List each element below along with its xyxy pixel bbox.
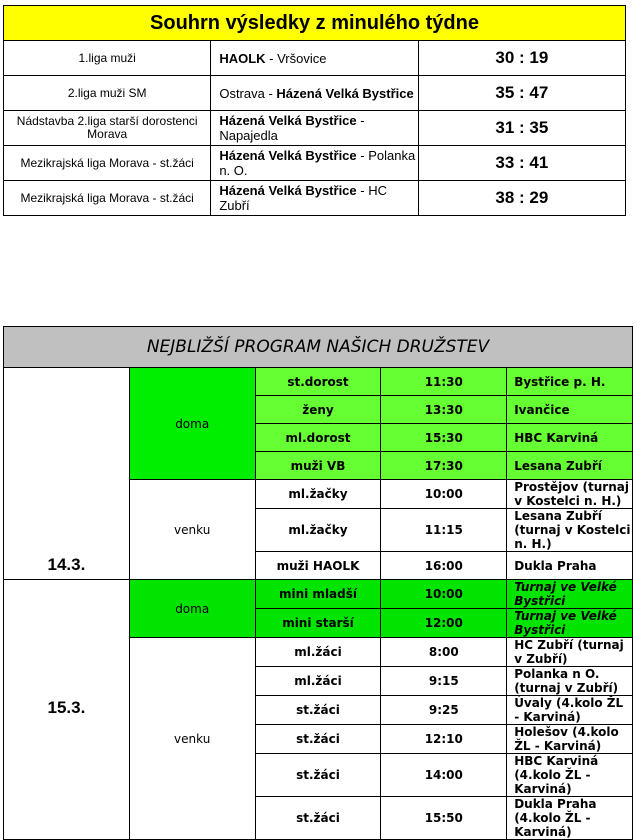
time-cell: 10:00 <box>381 480 507 509</box>
time-cell: 8:00 <box>381 638 507 667</box>
venue-cell: doma <box>129 368 255 480</box>
score-cell: 31 : 35 <box>418 111 625 146</box>
time-cell: 11:30 <box>381 368 507 396</box>
match-separator: - <box>264 85 277 101</box>
opponent-cell: Lesana Zubří <box>507 452 633 480</box>
opponent-cell: Bystřice p. H. <box>507 368 633 396</box>
opponent-cell: Lesana Zubří (turnaj v Kostelci n. H.) <box>507 509 633 552</box>
time-cell: 14:00 <box>381 754 507 797</box>
result-row <box>4 181 626 216</box>
team-cell: ml.žačky <box>255 480 381 509</box>
opponent-cell: Dukla Praha <box>507 552 633 580</box>
home-team: Házená Velká Bystřice <box>219 113 357 128</box>
team-cell: st.žáci <box>255 696 381 725</box>
opponent-cell: Dukla Praha (4.kolo ŽL - Karviná) <box>507 797 633 840</box>
home-team: Házená Velká Bystřice <box>219 183 357 198</box>
match-cell <box>211 146 418 181</box>
away-team: Polanka n. O. <box>219 148 416 178</box>
team-cell: mini mladší <box>255 580 381 609</box>
match-separator: - <box>356 183 369 198</box>
league-cell: Mezikrajská liga Morava - st.žáci <box>4 146 211 181</box>
time-cell: 13:30 <box>381 396 507 424</box>
venue-cell: venku <box>129 480 255 580</box>
opponent-cell: Polanka n O. (turnaj v Zubří) <box>507 667 633 696</box>
opponent-cell: HC Zubří (turnaj v Zubří) <box>507 638 633 667</box>
team-cell: ml.dorost <box>255 424 381 452</box>
team-cell: st.žáci <box>255 797 381 840</box>
opponent-cell: Ivančice <box>507 396 633 424</box>
results-table <box>3 5 626 216</box>
venue-cell: venku <box>129 638 255 840</box>
time-cell: 15:50 <box>381 797 507 840</box>
opponent-cell: HBC Karviná (4.kolo ŽL - Karviná) <box>507 754 633 797</box>
opponent-cell: Turnaj ve Velké Bystřici <box>507 580 633 609</box>
time-cell: 9:25 <box>381 696 507 725</box>
team-cell: ml.žáci <box>255 638 381 667</box>
team-cell: ml.žačky <box>255 509 381 552</box>
away-team: Napajedla <box>219 128 278 143</box>
team-cell: st.žáci <box>255 754 381 797</box>
away-team: HC Zubří <box>219 183 387 213</box>
result-row <box>4 76 626 111</box>
home-team: Házená Velká Bystřice <box>219 148 357 163</box>
program-table <box>3 326 633 840</box>
league-cell: 1.liga muži <box>4 41 211 76</box>
date-cell: 15.3. <box>4 580 130 840</box>
date-cell: 14.3. <box>4 368 130 580</box>
result-row <box>4 41 626 76</box>
team-cell: ženy <box>255 396 381 424</box>
schedule-row <box>4 368 633 396</box>
home-team: HAOLK <box>219 50 266 66</box>
league-cell: 2.liga muži SM <box>4 76 211 111</box>
score-cell: 38 : 29 <box>418 181 625 216</box>
result-row <box>4 146 626 181</box>
opponent-cell: Turnaj ve Velké Bystřici <box>507 609 633 638</box>
away-team: Vršovice <box>277 50 327 66</box>
opponent-cell: Holešov (4.kolo ŽL - Karviná) <box>507 725 633 754</box>
home-team: Ostrava <box>219 85 265 101</box>
match-cell <box>211 181 418 216</box>
team-cell: muži HAOLK <box>255 552 381 580</box>
opponent-cell: HBC Karviná <box>507 424 633 452</box>
time-cell: 11:15 <box>381 509 507 552</box>
match-cell <box>211 111 418 146</box>
opponent-cell: Prostějov (turnaj v Kostelci n. H.) <box>507 480 633 509</box>
league-cell: Mezikrajská liga Morava - st.žáci <box>4 181 211 216</box>
away-team: Házená Velká Bystřice <box>276 85 414 101</box>
match-separator: - <box>356 148 369 163</box>
time-cell: 12:10 <box>381 725 507 754</box>
time-cell: 12:00 <box>381 609 507 638</box>
team-cell: st.žáci <box>255 725 381 754</box>
team-cell: ml.žáci <box>255 667 381 696</box>
schedule-row <box>4 580 633 609</box>
score-cell: 33 : 41 <box>418 146 625 181</box>
time-cell: 17:30 <box>381 452 507 480</box>
time-cell: 15:30 <box>381 424 507 452</box>
opponent-cell: Úvaly (4.kolo ŽL - Karviná) <box>507 696 633 725</box>
time-cell: 16:00 <box>381 552 507 580</box>
result-row <box>4 111 626 146</box>
team-cell: muži VB <box>255 452 381 480</box>
match-cell <box>211 41 418 76</box>
program-title: NEJBLIŽŠÍ PROGRAM NAŠICH DRUŽSTEV <box>4 327 633 368</box>
team-cell: st.dorost <box>255 368 381 396</box>
match-cell <box>211 76 418 111</box>
team-cell: mini starší <box>255 609 381 638</box>
results-title: Souhrn výsledky z minulého týdne <box>4 6 626 41</box>
score-cell: 35 : 47 <box>418 76 625 111</box>
league-cell: Nádstavba 2.liga starší dorostenci Morava <box>4 111 211 146</box>
score-cell: 30 : 19 <box>418 41 625 76</box>
match-separator: - <box>265 50 278 66</box>
match-separator: - <box>356 113 365 128</box>
time-cell: 9:15 <box>381 667 507 696</box>
venue-cell: doma <box>129 580 255 638</box>
time-cell: 10:00 <box>381 580 507 609</box>
